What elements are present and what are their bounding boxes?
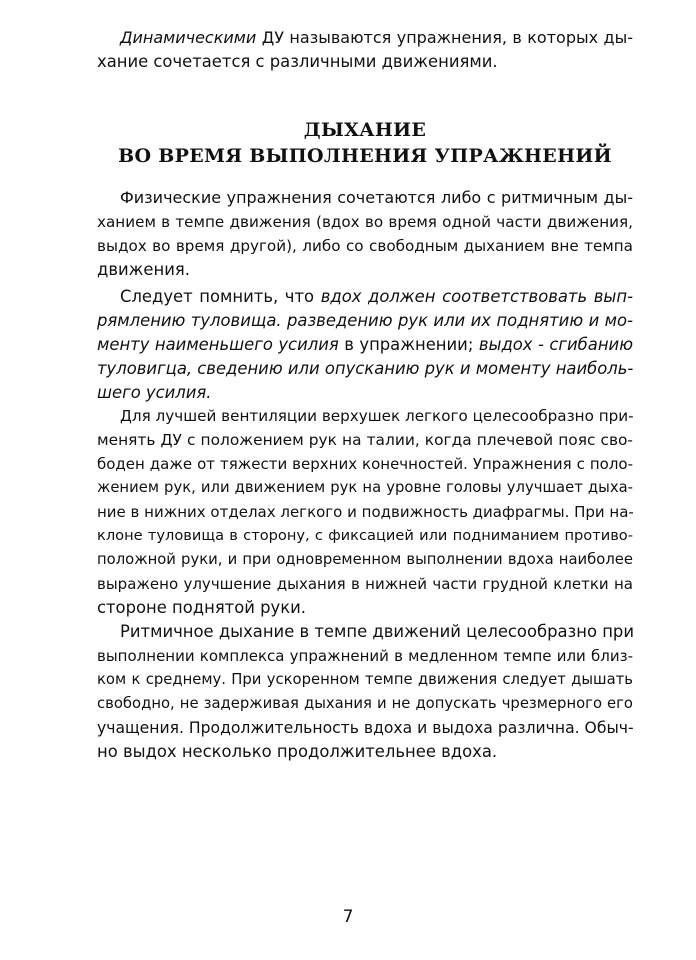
paragraph-3-line-3: боден даже от тяжести верхних конечностей. Упражнения с поло- [97, 455, 633, 473]
paragraph-2-italic-3-end: выдох - сгибанию [478, 335, 634, 354]
paragraph-3-line-9: стороне поднятой руки. [97, 598, 306, 617]
paragraph-2-italic-3: менту наименьшего усилия [97, 335, 339, 354]
paragraph-2-line-3 [97, 333, 633, 357]
paragraph-2-lead: Следует помнить, что [120, 287, 321, 306]
paragraph-4-line-6: но выдох несколько продолжительнее вдоха. [97, 742, 498, 761]
paragraph-1-line-1: Физические упражнения сочетаются либо с ритмичным ды- [120, 188, 633, 207]
paragraph-3-line-6: клоне туловища в сторону, с фиксацией или подниманием противо- [97, 527, 633, 544]
paragraph-3-line-4: жением рук, или движением рук на уровне головы улучшает дыха- [97, 479, 633, 496]
intro-line-2: хание сочетается с различными движениями. [97, 52, 498, 71]
intro-line-1-text: ДУ называются упражнения, в которых ды- [256, 28, 633, 47]
section-heading-line-2: ВО ВРЕМЯ ВЫПОЛНЕНИЯ УПРАЖНЕНИЙ [118, 145, 612, 167]
paragraph-3-line-8: выражено улучшение дыхания в нижней части грудной клетки на [97, 575, 633, 593]
page-number: 7 [342, 907, 354, 927]
paragraph-2-line-1 [120, 285, 633, 309]
intro-term: Динамическими [120, 28, 257, 47]
paragraph-4-line-1: Ритмичное дыхание в темпе движений целесообразно при [120, 622, 634, 641]
paragraph-4-line-2: выполнении комплекса упражнений в медленном темпе или близ- [97, 647, 633, 665]
paragraph-4-line-3: ком к среднему. При ускоренном темпе движения следует дышать [97, 671, 633, 688]
paragraph-1-line-3: выдох во время другой), либо со свободным дыханием вне темпа [97, 237, 633, 255]
paragraph-2-line-5: шего усилия. [97, 383, 212, 402]
paragraph-4-line-4: свободно, не задерживая дыхания и не допускать чрезмерного его [97, 695, 633, 712]
paragraph-1-line-2: ханием в темпе движения (вдох во время одной части движения, [97, 213, 633, 231]
paragraph-1-line-4: движения. [97, 260, 190, 279]
paragraph-3-line-7: положной руки, и при одновременном выполнении вдоха наиболее [97, 551, 633, 568]
intro-line-1 [120, 26, 633, 50]
section-heading-line-1: ДЫХАНИЕ [303, 119, 427, 141]
paragraph-2-line-4: туловигца, сведению или опусканию рук и моменту наиболь- [97, 359, 634, 378]
paragraph-3-line-1: Для лучшей вентиляции верхушек легкого целесообразно при- [120, 407, 634, 425]
paragraph-3-line-5: ние в нижних отделах легкого и подвижность диафрагмы. При на- [97, 503, 634, 521]
paragraph-4-line-5: учащения. Продолжительность вдоха и выдоха различна. Обыч- [97, 719, 634, 737]
paragraph-2-plain-3: в упражнении; [338, 335, 479, 354]
paragraph-3-line-2: менять ДУ с положением рук на талии, когда плечевой пояс сво- [97, 431, 633, 449]
paragraph-2-line-2: рямлению туловища. разведению рук или их поднятию и мо- [97, 311, 633, 330]
paragraph-2-italic-1: вдох должен соответствовать вып- [320, 287, 633, 306]
